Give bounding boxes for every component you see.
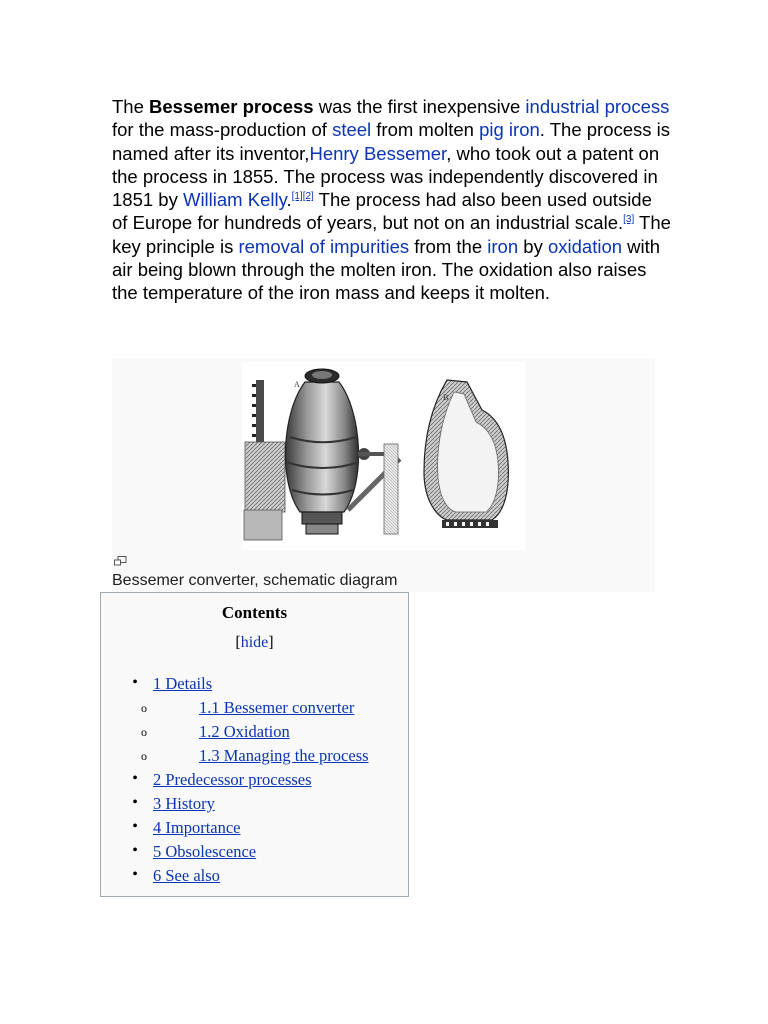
circle-bullet-icon: o bbox=[141, 725, 147, 739]
table-of-contents bbox=[100, 592, 409, 897]
intro-text: with air being blown through the molten iron. The oxidation also raises the temperature of the iron mass and keeps it molten. bbox=[112, 235, 661, 304]
intro-text: . The process is named after its inventor, bbox=[112, 119, 671, 164]
bullet-icon: • bbox=[132, 794, 138, 811]
toc-link-importance[interactable]: 4 Importance bbox=[153, 818, 241, 837]
intro-text: for the mass-production of bbox=[112, 119, 333, 141]
link-iron[interactable]: iron bbox=[487, 235, 519, 257]
bullet-icon: • bbox=[132, 818, 138, 835]
figure-caption: Bessemer converter, schematic diagram bbox=[112, 572, 398, 589]
intro-text: The process had also been used outside of Europe for hundreds of years, but not on an industrial scale. bbox=[112, 189, 652, 234]
toc-hide-link[interactable]: hide bbox=[240, 634, 269, 651]
converter-engraving bbox=[242, 362, 525, 550]
toc-title: Contents bbox=[221, 603, 288, 622]
link-removal-of-impurities[interactable]: removal of impurities bbox=[238, 235, 410, 257]
toc-link-bessemer-converter[interactable]: 1.1 Bessemer converter bbox=[199, 698, 355, 717]
bullet-icon: • bbox=[132, 770, 138, 787]
bessemer-converter-image[interactable] bbox=[242, 362, 525, 550]
article-subject: Bessemer process bbox=[149, 96, 314, 117]
link-henry-bessemer[interactable]: Henry Bessemer bbox=[309, 142, 447, 164]
bullet-icon: • bbox=[132, 866, 138, 883]
bullet-icon: • bbox=[132, 674, 138, 691]
link-william-kelly[interactable]: William Kelly bbox=[182, 189, 287, 211]
link-industrial-process[interactable]: industrial process bbox=[525, 96, 670, 117]
circle-bullet-icon: o bbox=[141, 701, 147, 715]
link-oxidation[interactable]: oxidation bbox=[547, 235, 623, 257]
toc-bracket: [ bbox=[235, 634, 241, 651]
intro-text: The bbox=[112, 96, 150, 117]
toc-link-obsolescence[interactable]: 5 Obsolescence bbox=[153, 842, 257, 861]
reference-link-3[interactable]: [3] bbox=[623, 214, 635, 226]
intro-text: from molten bbox=[371, 119, 480, 141]
reference-marker bbox=[623, 214, 634, 225]
intro-text: , who took out a patent on the process in 1855. The process was independently discovered in 1851 by bbox=[112, 142, 660, 211]
link-pig-iron[interactable]: pig iron bbox=[479, 119, 540, 141]
intro-text: by bbox=[518, 235, 548, 257]
intro-text: The key principle is bbox=[112, 212, 671, 257]
bullet-icon: • bbox=[132, 842, 138, 859]
toc-link-see-also[interactable]: 6 See also bbox=[153, 866, 220, 885]
toc-link-predecessor-processes[interactable]: 2 Predecessor processes bbox=[153, 770, 312, 789]
figure-label-b: B bbox=[443, 393, 449, 402]
toc-link-history[interactable]: 3 History bbox=[153, 794, 215, 813]
figure-label-a: A bbox=[294, 380, 300, 389]
figure-thumbnail bbox=[112, 358, 655, 592]
reference-link-1-2[interactable]: [1][2] bbox=[291, 191, 314, 203]
toc-link-managing-the-process[interactable]: 1.3 Managing the process bbox=[199, 746, 369, 765]
toc-bracket: ] bbox=[268, 634, 274, 651]
magnify-clip-icon[interactable] bbox=[114, 556, 127, 566]
toc-toggle bbox=[101, 634, 408, 652]
toc-link-details[interactable]: 1 Details bbox=[153, 674, 213, 693]
intro-text: from the bbox=[409, 235, 488, 257]
link-steel[interactable]: steel bbox=[332, 119, 372, 141]
intro-text: was the first inexpensive bbox=[313, 96, 526, 117]
intro-text: . bbox=[286, 189, 292, 211]
reference-marker bbox=[292, 191, 314, 202]
circle-bullet-icon: o bbox=[141, 749, 147, 763]
intro-paragraph bbox=[112, 95, 672, 305]
toc-link-oxidation[interactable]: 1.2 Oxidation bbox=[199, 722, 290, 741]
